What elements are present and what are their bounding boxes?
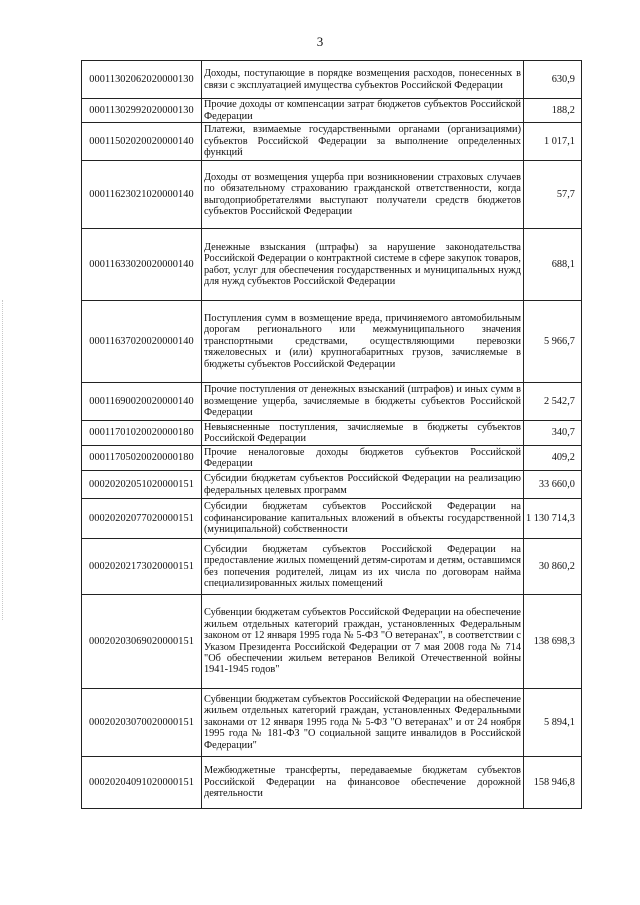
table-row (82, 161, 582, 229)
table-row (82, 229, 582, 301)
revenue-amount: 138 698,3 (524, 595, 582, 689)
revenue-amount: 630,9 (524, 61, 582, 99)
budget-classification-code: 00020202077020000151 (82, 499, 202, 539)
revenue-description: Денежные взыскания (штрафы) за нарушение законодательства Российской Федерации о контрактной системе в сфере закупок товаров, работ, услуг для обеспечения государственных и муниципальных нужд для нужд субъектов Российской Федерации (202, 229, 524, 301)
revenue-description: Поступления сумм в возмещение вреда, причиняемого автомобильным дорогам регионального или межмуниципального значения транспортными средствами, осуществляющими перевозки тяжеловесных и (или) крупногабаритных грузов, зачисляемые в бюджеты субъектов Российской Федерации (202, 301, 524, 383)
scan-margin-mark (2, 300, 4, 620)
revenue-description: Межбюджетные трансферты, передаваемые бюджетам субъектов Российской Федерации на финансовое обеспечение дорожной деятельности (202, 757, 524, 809)
budget-classification-code: 00011502020020000140 (82, 123, 202, 161)
budget-classification-code: 00011633020020000140 (82, 229, 202, 301)
table-row (82, 499, 582, 539)
budget-classification-code: 00011690020020000140 (82, 383, 202, 421)
revenue-description: Прочие доходы от компенсации затрат бюджетов субъектов Российской Федерации (202, 99, 524, 123)
revenue-description: Невыясненные поступления, зачисляемые в бюджеты субъектов Российской Федерации (202, 421, 524, 446)
revenue-description: Субсидии бюджетам субъектов Российской Федерации на предоставление жилых помещений детям-сиротам и детям, оставшимся без попечения родителей, лицам из их числа по договорам найма специализированных жилых помещений (202, 539, 524, 595)
budget-classification-code: 00011701020020000180 (82, 421, 202, 446)
revenue-amount: 340,7 (524, 421, 582, 446)
revenue-description: Субсидии бюджетам субъектов Российской Федерации на реализацию федеральных целевых программ (202, 471, 524, 499)
revenue-amount: 5 966,7 (524, 301, 582, 383)
revenue-amount: 1 017,1 (524, 123, 582, 161)
budget-classification-code: 00020202051020000151 (82, 471, 202, 499)
budget-classification-code: 00020203069020000151 (82, 595, 202, 689)
revenue-amount: 5 894,1 (524, 689, 582, 757)
budget-classification-code: 00011637020020000140 (82, 301, 202, 383)
revenue-amount: 409,2 (524, 446, 582, 471)
revenue-description: Субсидии бюджетам субъектов Российской Федерации на софинансирование капитальных вложений в объекты государственной (муниципальной) собственности (202, 499, 524, 539)
budget-classification-code: 00011623021020000140 (82, 161, 202, 229)
revenue-description: Субвенции бюджетам субъектов Российской Федерации на обеспечение жильем отдельных категорий граждан, установленных Федеральными законами от 12 января 1995 года № 5-ФЗ "О ветеранах" и от 24 ноября 1995 года № 181-ФЗ "О социальной защите инвалидов в Российской Федерации" (202, 689, 524, 757)
table-row (82, 446, 582, 471)
budget-classification-code: 00020202173020000151 (82, 539, 202, 595)
budget-classification-code: 00020203070020000151 (82, 689, 202, 757)
revenue-description: Доходы, поступающие в порядке возмещения расходов, понесенных в связи с эксплуатацией имущества субъектов Российской Федерации (202, 61, 524, 99)
revenue-amount: 188,2 (524, 99, 582, 123)
revenue-amount: 30 860,2 (524, 539, 582, 595)
table-row (82, 595, 582, 689)
budget-classification-code: 00011302062020000130 (82, 61, 202, 99)
revenue-description: Платежи, взимаемые государственными органами (организациями) субъектов Российской Федерации за выполнение определенных функций (202, 123, 524, 161)
revenue-amount: 2 542,7 (524, 383, 582, 421)
budget-classification-code: 00011302992020000130 (82, 99, 202, 123)
table-row (82, 421, 582, 446)
table-row (82, 539, 582, 595)
revenue-amount: 57,7 (524, 161, 582, 229)
revenue-amount: 688,1 (524, 229, 582, 301)
page-number: 3 (316, 34, 324, 49)
table-row (82, 301, 582, 383)
revenue-description: Субвенции бюджетам субъектов Российской Федерации на обеспечение жильем отдельных категорий граждан, установленных Федеральным законом от 12 января 1995 года № 5-ФЗ "О ветеранах", в соответствии с Указом Президента Российской Федерации от 7 мая 2008 года № 714 "Об обеспечении жильем ветеранов Великой Отечественной войны 1941-1945 годов" (202, 595, 524, 689)
table-row (82, 123, 582, 161)
budget-classification-code: 00020204091020000151 (82, 757, 202, 809)
table-row (82, 471, 582, 499)
table-row (82, 689, 582, 757)
revenue-description: Прочие поступления от денежных взысканий (штрафов) и иных сумм в возмещение ущерба, зачисляемые в бюджеты субъектов Российской Федерации (202, 383, 524, 421)
table-row (82, 99, 582, 123)
table-row (82, 61, 582, 99)
table-row (82, 383, 582, 421)
budget-revenue-table (81, 60, 582, 809)
budget-classification-code: 00011705020020000180 (82, 446, 202, 471)
revenue-amount: 158 946,8 (524, 757, 582, 809)
table-row (82, 757, 582, 809)
revenue-amount: 33 660,0 (524, 471, 582, 499)
revenue-description: Доходы от возмещения ущерба при возникновении страховых случаев по обязательному страхованию гражданской ответственности, когда выгодоприобретателями выступают получатели средств бюджетов субъектов Российской Федерации (202, 161, 524, 229)
revenue-description: Прочие неналоговые доходы бюджетов субъектов Российской Федерации (202, 446, 524, 471)
revenue-amount: 1 130 714,3 (524, 499, 582, 539)
